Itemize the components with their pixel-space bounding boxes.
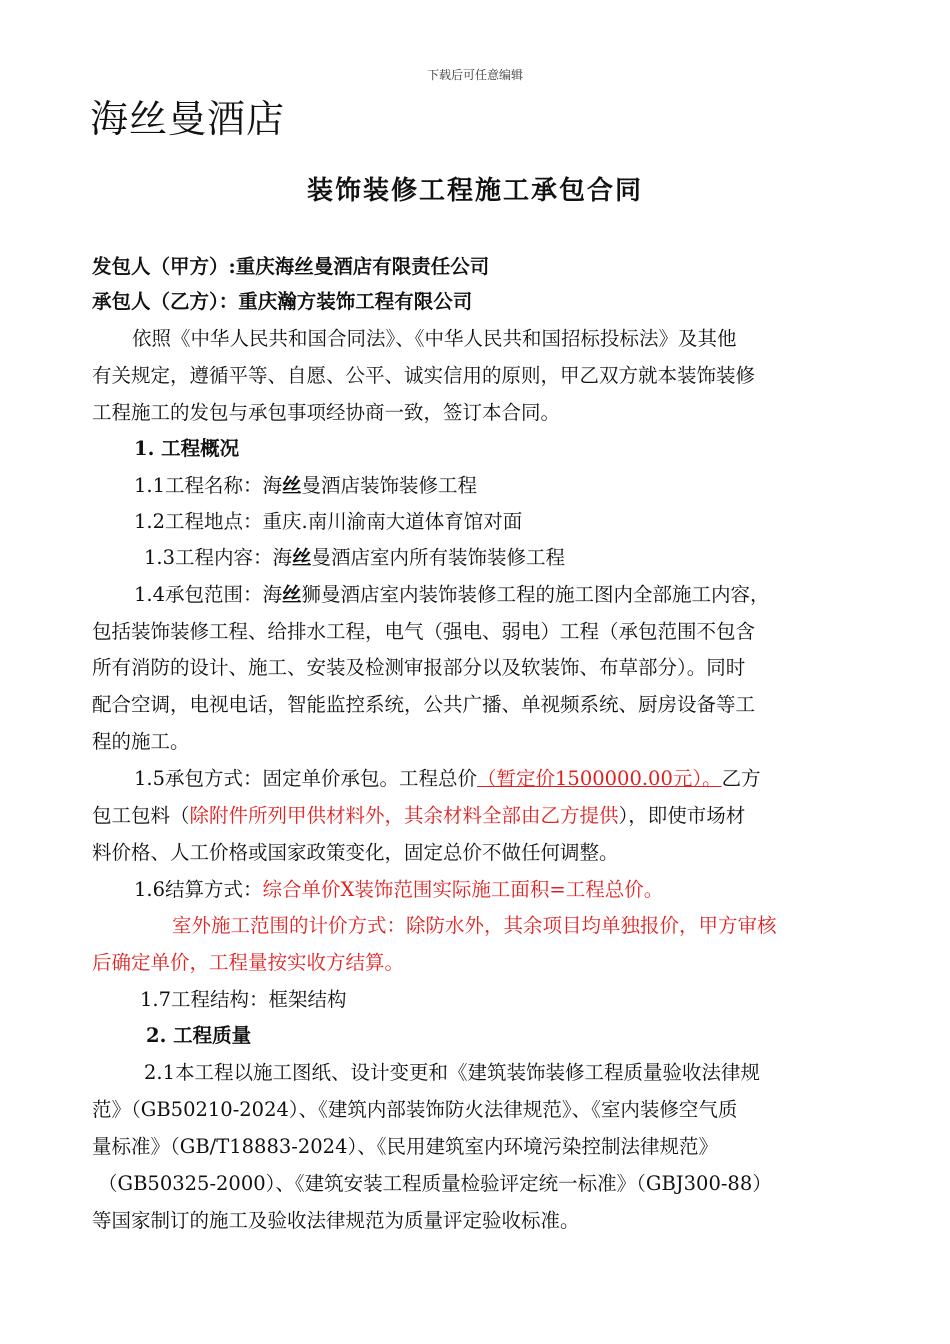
item-1-5-b: 乙方 xyxy=(721,767,761,790)
item-1-4-label: 1.4承包范围：海 xyxy=(134,583,283,606)
item-1-4-rest: 狮曼酒店室内装饰装修工程的施工图内全部施工内容， xyxy=(301,583,770,606)
item-1-5-red: 除附件所列甲供材料外，其余材料全部由乙方提供 xyxy=(189,804,619,827)
header-note: 下载后可任意编辑 xyxy=(426,68,523,82)
contract-title: 装饰装修工程施工承包合同 xyxy=(306,176,643,206)
item-1-5-d: ），即使市场材 xyxy=(618,804,746,827)
item-1-5-line-3: 料价格、人工价格或国家政策变化，固定总价不做任何调整。 xyxy=(92,841,619,864)
item-1-1 xyxy=(134,471,924,501)
item-2-1-line-3: 量标准》（GB/T18883-2024）、《民用建筑室内环境污染控制法律规范》 xyxy=(92,1135,718,1158)
item-1-3 xyxy=(144,543,934,573)
item-1-1-rest: 曼酒店装饰装修工程 xyxy=(301,474,478,497)
party-a: 发包人（甲方）:重庆海丝曼酒店有限责任公司 xyxy=(92,255,490,278)
item-1-5-line-2 xyxy=(92,801,882,831)
item-2-1-line-2: 范》（GB50210-2024）、《建筑内部装饰防火法律规范》、《室内装修空气质 xyxy=(92,1098,738,1121)
item-2-1-line-4: （GB50325-2000）、《建筑安装工程质量检验评定统一标准》（GBJ300-88） xyxy=(98,1172,772,1195)
item-1-4-hl: 丝 xyxy=(282,583,302,606)
section-2-heading: 2. 工程质量 xyxy=(146,1024,252,1047)
item-1-1-hl: 丝 xyxy=(282,474,302,497)
item-1-5-c: 包工包料（ xyxy=(92,804,190,827)
outdoor-line-1: 室外施工范围的计价方式：除防水外，其余项目均单独报价，甲方审核 xyxy=(172,914,777,937)
item-1-3-hl: 丝 xyxy=(292,546,312,569)
item-1-5 xyxy=(134,764,924,794)
item-2-1-line-1: 2.1本工程以施工图纸、设计变更和《建筑装饰装修工程质量验收法律规 xyxy=(144,1061,761,1084)
item-1-3-label: 1.3工程内容：海 xyxy=(144,546,293,569)
item-1-4-line-3: 所有消防的设计、施工、安装及检测审报部分以及软装饰、布草部分）。同时 xyxy=(92,656,746,679)
party-b: 承包人（乙方）：重庆瀚方装饰工程有限公司 xyxy=(92,290,473,313)
item-1-4-line-5: 程的施工。 xyxy=(92,730,190,753)
item-2-1-line-5: 等国家制订的施工及验收法律规范为质量评定验收标准。 xyxy=(92,1209,580,1232)
item-1-6 xyxy=(134,875,924,905)
item-1-7: 1.7工程结构：框架结构 xyxy=(140,988,347,1011)
intro-line-2: 有关规定，遵循平等、自愿、公平、诚实信用的原则，甲乙双方就本装饰装修 xyxy=(92,364,756,387)
section-1-heading: 1. 工程概况 xyxy=(134,437,240,460)
intro-line-1: 依照《中华人民共和国合同法》、《中华人民共和国招标投标法》及其他 xyxy=(132,327,737,350)
item-1-5-price: （暂定价1500000.00元）。 xyxy=(477,767,722,790)
item-1-6-red: 综合单价X装饰范围实际施工面积=工程总价。 xyxy=(262,878,664,901)
item-1-5-a: 1.5承包方式：固定单价承包。工程总价 xyxy=(134,767,478,790)
hotel-name: 海丝曼酒店 xyxy=(90,97,286,141)
item-1-6-a: 1.6结算方式： xyxy=(134,878,263,901)
item-1-3-rest: 曼酒店室内所有装饰装修工程 xyxy=(311,546,566,569)
item-1-4-line-4: 配合空调，电视电话，智能监控系统，公共广播、单视频系统、厨房设备等工 xyxy=(92,693,756,716)
item-1-1-label: 1.1工程名称：海 xyxy=(134,474,283,497)
item-1-2: 1.2工程地点：重庆.南川渝南大道体育馆对面 xyxy=(134,510,523,533)
outdoor-line-2: 后确定单价，工程量按实收方结算。 xyxy=(92,951,405,974)
item-1-4 xyxy=(134,580,924,610)
item-1-4-line-2: 包括装饰装修工程、给排水工程，电气（强电、弱电）工程（承包范围不包含 xyxy=(92,620,756,643)
intro-line-3: 工程施工的发包与承包事项经协商一致，签订本合同。 xyxy=(92,401,561,424)
